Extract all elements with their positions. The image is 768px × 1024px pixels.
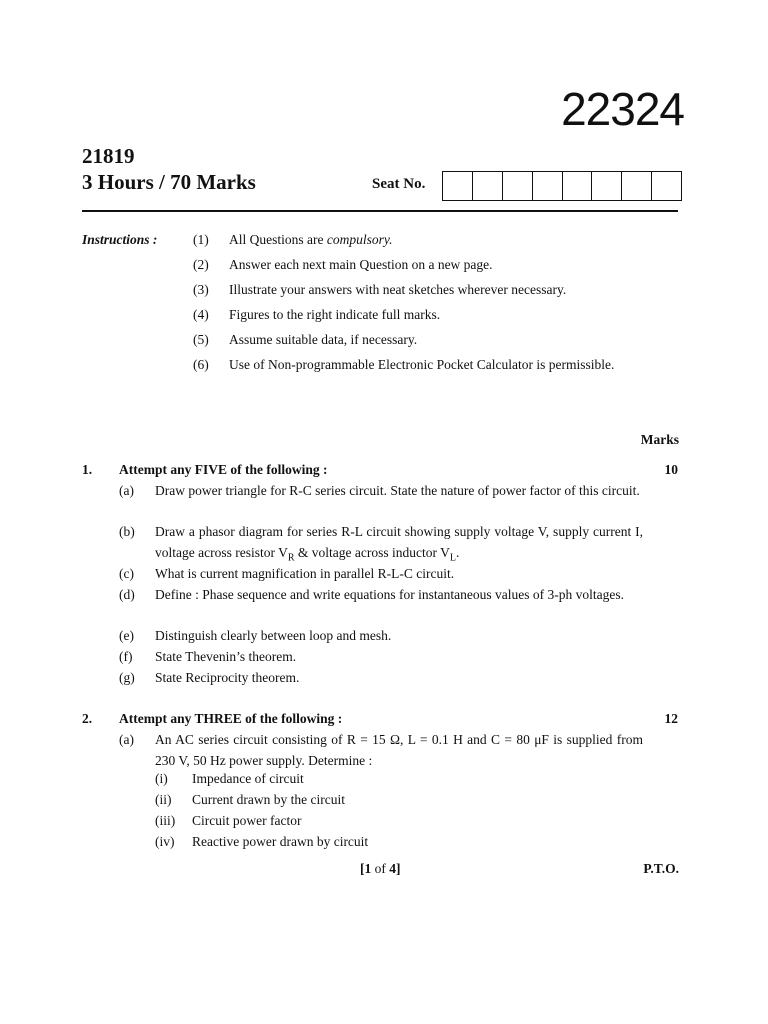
instruction-text: Illustrate your answers with neat sketches wherever necessary. <box>229 282 567 297</box>
sub-question <box>119 584 643 605</box>
sub-question <box>119 729 643 771</box>
seat-box <box>592 172 622 200</box>
instruction-number: (2) <box>193 257 209 272</box>
seat-label: Seat No. <box>372 176 426 192</box>
sub-sub-text: Reactive power drawn by circuit <box>192 834 369 849</box>
seat-box <box>622 172 652 200</box>
sub-question <box>119 521 643 569</box>
seat-box <box>443 172 473 200</box>
sub-question-label: (b) <box>119 524 135 539</box>
seat-number-boxes <box>442 171 682 201</box>
sub-question <box>119 646 643 667</box>
instruction-text: Answer each next main Question on a new page. <box>229 257 493 272</box>
sub-sub-label: (iii) <box>155 813 176 828</box>
instruction-text: Figures to the right indicate full marks. <box>229 307 441 322</box>
instructions-label: Instructions : <box>82 232 158 247</box>
sub-question-label: (g) <box>119 670 135 685</box>
question-marks: 12 <box>664 711 678 726</box>
seat-box <box>503 172 533 200</box>
sub-question-text: State Reciprocity theorem. <box>155 670 300 685</box>
sub-question-text: An AC series circuit consisting of R = 15 Ω, L = 0.1 H and C = 80 μF is supplied from 230 V, 50 Hz power supply. Determine : <box>155 732 643 768</box>
sub-question <box>119 667 643 688</box>
question-number: 1. <box>82 462 93 477</box>
instruction-number: (5) <box>193 332 209 347</box>
sub-question-label: (a) <box>119 732 134 747</box>
sub-question-text: Define : Phase sequence and write equations for instantaneous values of 3-ph voltages. <box>155 587 624 602</box>
marks-heading: Marks <box>640 432 679 447</box>
instruction-text: All Questions are compulsory. <box>229 232 393 247</box>
header-rule <box>82 210 678 212</box>
instruction-text: Assume suitable data, if necessary. <box>229 332 418 347</box>
seat-box <box>473 172 503 200</box>
page-number: [1 of 4] <box>360 861 401 876</box>
sub-question-label: (d) <box>119 587 135 602</box>
sub-question-text: Draw power triangle for R-C series circuit. State the nature of power factor of this circuit. <box>155 483 640 498</box>
sub-question <box>119 480 643 501</box>
please-turn-over: P.T.O. <box>643 861 679 876</box>
sub-question-text: Distinguish clearly between loop and mesh. <box>155 628 392 643</box>
instruction-text: Use of Non-programmable Electronic Pocket Calculator is permissible. <box>229 357 615 372</box>
seat-box <box>652 172 681 200</box>
instruction-number: (4) <box>193 307 209 322</box>
sub-question-label: (c) <box>119 566 134 581</box>
question-title: Attempt any THREE of the following : <box>119 711 343 726</box>
seat-box <box>533 172 563 200</box>
duration-marks: 3 Hours / 70 Marks <box>82 170 256 194</box>
sub-question-text: What is current magnification in parallel R-L-C circuit. <box>155 566 455 581</box>
sub-question-label: (a) <box>119 483 134 498</box>
instruction-number: (1) <box>193 232 209 247</box>
seat-box <box>563 172 593 200</box>
sub-question-text: State Thevenin’s theorem. <box>155 649 297 664</box>
sub-question <box>119 563 643 584</box>
instruction-number: (6) <box>193 357 209 372</box>
instruction-number: (3) <box>193 282 209 297</box>
sub-sub-label: (iv) <box>155 834 175 849</box>
sub-sub-text: Current drawn by the circuit <box>192 792 345 807</box>
question-title: Attempt any FIVE of the following : <box>119 462 328 477</box>
sub-question <box>119 625 643 646</box>
sub-sub-label: (i) <box>155 771 168 786</box>
sub-question-text: Draw a phasor diagram for series R-L circuit showing supply voltage V, supply current I, voltage across resistor $V_R$ & voltage across inductor $V_L$. <box>155 524 643 564</box>
sub-sub-text: Circuit power factor <box>192 813 302 828</box>
question-number: 2. <box>82 711 93 726</box>
sub-question-label: (f) <box>119 649 133 664</box>
sub-question-label: (e) <box>119 628 134 643</box>
sub-sub-label: (ii) <box>155 792 172 807</box>
question-marks: 10 <box>664 462 678 477</box>
sub-sub-text: Impedance of circuit <box>192 771 304 786</box>
subject-code: 22324 <box>561 83 684 135</box>
paper-code: 21819 <box>82 144 135 168</box>
